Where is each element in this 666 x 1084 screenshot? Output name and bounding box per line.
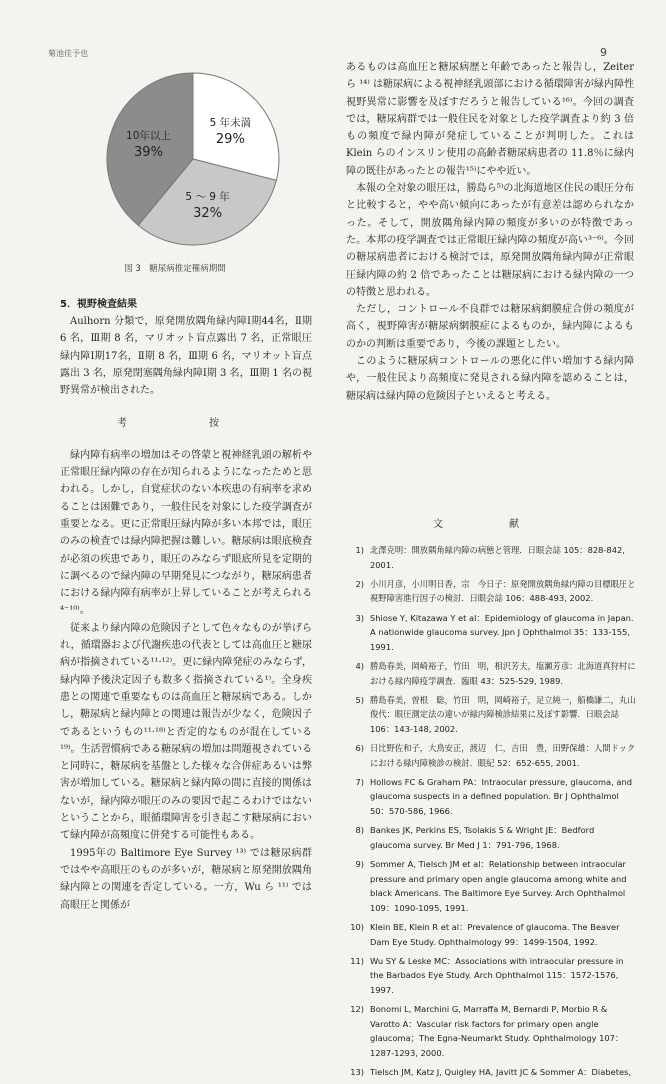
reference-text: 勝島春美，岡崎裕子，竹田 明，相沢芳夫，塩瀬芳彦：北海道真狩村における緑内障疫学調査．臨眼 43：525-529, 1989.	[370, 660, 636, 686]
reference-text: Tielsch JM, Katz J, Quigley HA, Javitt JC & Sommer A：Diabetes,	[370, 1067, 632, 1078]
reference-list	[342, 543, 636, 1084]
pie-chart	[98, 64, 288, 254]
slice-value-label: 39%	[134, 144, 163, 160]
discussion-title: 考 按	[117, 418, 255, 430]
reference-item	[342, 1002, 636, 1060]
reference-number: 2)	[355, 578, 364, 589]
reference-text: Shiose Y, Kitazawa Y et al：Epidemiology of glaucoma in Japan. A nationwide glaucoma survey. Jpn J Ophthalmol 35：133-155, 1991.	[370, 612, 634, 652]
reference-item	[342, 577, 636, 606]
reference-item	[342, 954, 636, 998]
reference-number: 5)	[355, 694, 364, 705]
reference-text: 日比野佐和子，大鳥安正，渡辺 仁，吉田 豊，田野保雄：人間ドックにおける緑内障検診の検討．眼紀 52：652-655, 2001.	[370, 743, 636, 768]
slice-label: 5 年未満	[209, 117, 252, 130]
reference-number: 13)	[350, 1067, 364, 1078]
slice-label: 5 ～ 9 年	[185, 190, 230, 203]
reference-number: 9)	[355, 859, 364, 870]
reference-item	[342, 823, 636, 852]
reference-item	[342, 611, 636, 655]
reference-text: 勝島春美，曽根 聡，竹田 明，岡崎裕子，足立純一，船橋謙二，丸山俊代：眼圧測定法の違いが緑内障検診結果に及ぼす影響．日眼会誌 106：143-148, 2002.	[370, 694, 636, 734]
discussion-paragraph: ただし，コントロール不良群では糖尿病網膜症合併の頻度が高く，視野障害が糖尿病網膜症によるものか，緑内障によるものかの判断は重要であり，今後の課題としたい。	[346, 304, 634, 350]
discussion-paragraph: 本報の全対象の眼圧は，勝島ら⁵⁾の北海道地区住民の眼圧分布と比較すると，やや高い傾向にあったが有意差は認められなかった。そして，開放隅角緑内障の頻度が多いのが特徴であった。本邦の疫学調査では正常眼圧緑内障の頻度が高い³⁻⁶⁾。今回の糖尿病患者における検討では，原発開放隅角緑内障が正常眼圧緑内障の約 2 倍であったことは糖尿病における緑内障の一つの特徴と思われる。	[346, 183, 634, 298]
reference-number: 1)	[355, 545, 364, 555]
reference-number: 6)	[355, 743, 364, 754]
reference-item	[342, 741, 636, 770]
reference-number: 8)	[355, 825, 364, 836]
reference-text: Bonomi L, Marchini G, Marraffa M, Bernardi P, Morbio R & Varotto A：Vascular risk factors for primary open angle glaucoma；The Egna-Neumarkt Study. Ophthalmology 107：1287-1293, 2000.	[370, 1004, 624, 1058]
reference-item	[342, 920, 636, 949]
reference-text: Hollows FC & Graham PA：Intraocular pressure, glaucoma, and glaucoma suspects in a defined population. Br J Ophthalmol 50：570-586, 1966.	[370, 776, 632, 817]
discussion-paragraph: 1995年の Baltimore Eye Survey ¹³⁾ では糖尿病群ではやや高眼圧のものが多いが，糖尿病と原発開放隅角緑内障との関連を否定している。一方，Wu ら ¹¹⁾ では高眼圧と関係が	[60, 847, 312, 911]
section-5-title: 5．視野検査結果	[60, 299, 137, 310]
figure-caption: 図 3 糖尿病推定罹病期間	[124, 264, 226, 274]
reference-number: 4)	[355, 660, 364, 671]
reference-text: Bankes JK, Perkins ES, Tsolakis S & Wright JE：Bedford glaucoma survey. Br Med J 1：791-796, 1968.	[370, 825, 595, 850]
reference-number: 10)	[350, 922, 364, 932]
reference-item	[342, 775, 636, 819]
reference-item	[342, 1065, 636, 1080]
references-title: 文 献	[433, 519, 547, 530]
slice-value-label: 29%	[215, 132, 245, 148]
reference-text: 北澤克明：開放隅角緑内障の病態と管理．日眼会誌 105：828-842, 2001.	[370, 545, 625, 570]
section-5-body: Aulhorn 分類で，原発開放隅角緑内障Ⅰ期44名，Ⅱ期 6 名，Ⅲ期 8 名，マリオット盲点露出 7 名，正常眼圧緑内障Ⅰ期17名，Ⅱ期 8 名，Ⅲ期 6 名，マリオット盲点露出 3 名，原発閉塞隅角緑内障Ⅰ期 3 名，Ⅲ期 1 名の視野異常が検出された。	[60, 316, 312, 397]
discussion-paragraph: あるものは高血圧と糖尿病歴と年齢であったと報告し，Zeiter ら ¹⁴⁾ は糖尿病による視神経乳頭部における循環障害が緑内障性視野異常に影響を及ぼすだろうと報告している¹⁶⁾。今回の調査では，糖尿病群では一般住民を対象とした疫学調査より約 3 倍もの頻度で緑内障が発症していることが判明した。これは Klein らのインスリン使用の高齢者糖尿病患者の 11.8％に緑内障の既往があったとの報告¹⁵⁾にやや近い。	[346, 62, 634, 177]
reference-item	[342, 659, 636, 688]
reference-number: 11)	[350, 955, 364, 966]
reference-item	[342, 857, 636, 915]
reference-number: 12)	[350, 1004, 364, 1015]
discussion-paragraph: 従来より緑内障の危険因子として色々なものが挙げられ，循環器および代謝疾患の代表としては高血圧と糖尿病が指摘されている¹¹·¹²⁾。更に緑内障発症のみならず，緑内障予後決定因子も数多く指摘されている¹⁾。全身疾患との関連で重要なものは高血圧と糖尿病である。しかし，糖尿病と緑内障との関連は報告が少なく，危険因子であるというもの¹¹·¹⁸⁾と否定的なものが混在している¹⁹⁾。生活習慣病である糖尿病の増加は問題視されていると同時に，糖尿病を基盤とした様々な合併症あるいは弊害が増加している。糖尿病と緑内障の間に直接的関係はないが，緑内障が眼圧のみの要因で起こるわけではないということから，眼循環障害を引き起こす糖尿病において緑内障が高頻度に併発する可能性もある。	[60, 622, 312, 842]
left-column	[60, 296, 312, 914]
discussion-paragraph: 緑内障有病率の増加はその啓蒙と視神経乳頭の解析や正常眼圧緑内障の存在が知られるようになったためと思われる。しかし，自覚症状のない本疾患の有病率を求めることは困難であり，一般住民を対象にした疫学調査が重要となる。更に正常眼圧緑内障が多い本邦では，眼圧のみの検査では緑内障把握は難しい。糖尿病は眼底検査が必須の疾患であり，眼圧のみならず眼底所見を定期的に調べるので緑内障の早期発見につながり，糖尿病患者における緑内障有病率が上昇していることが考えられる⁴⁻¹⁰⁾。	[60, 449, 312, 617]
reference-text: Klein BE, Klein R et al：Prevalence of glaucoma. The Beaver Dam Eye Study. Ophthalmology 99：1499-1504, 1992.	[370, 922, 620, 947]
reference-item	[342, 543, 636, 572]
reference-number: 7)	[355, 776, 364, 787]
right-column	[346, 59, 634, 405]
reference-item	[342, 693, 636, 737]
slice-label: 10年以上	[126, 129, 171, 142]
reference-text: Wu SY & Leske MC：Associations with intraocular pressure in the Barbados Eye Study. Arch Ophthalmol 115：1572-1576, 1997.	[370, 955, 624, 995]
running-header-author: 菊池佳予也	[48, 49, 88, 58]
slice-value-label: 32%	[193, 205, 223, 221]
reference-text: 小川月彦，小川明日香，宗 今日子：原発開放隅角緑内障の目標眼圧と視野障害進行因子の検討．日眼会誌 106：488-493, 2002.	[370, 578, 636, 604]
page-number: 9	[600, 46, 607, 59]
reference-text: Sommer A, Tielsch JM et al：Relationship between intraocular pressure and primary open angle glaucoma among white and black Americans. The Baltimore Eye Survey. Arch Ophthalmol 109：1090-1095, 1991.	[370, 859, 627, 913]
reference-number: 3)	[355, 612, 364, 623]
discussion-paragraph: このように糖尿病コントロールの悪化に伴い増加する緑内障や，一般住民より高頻度に発見される緑内障を認めることは，糖尿病は緑内障の危険因子といえると考える。	[346, 356, 634, 402]
